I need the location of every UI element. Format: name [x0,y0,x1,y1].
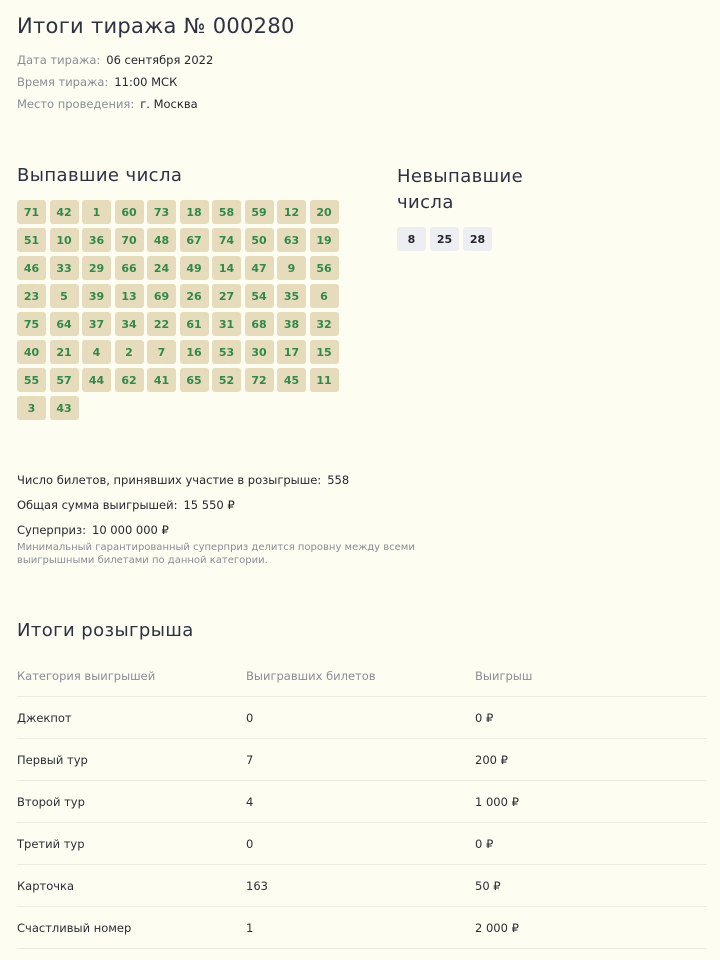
prize-cell: 0 ₽ [475,836,494,851]
drawn-number-ball: 9 [277,256,306,280]
superprize-label: Суперприз: [17,523,87,537]
draw-date-value: 06 сентября 2022 [106,53,214,67]
drawn-number-ball: 60 [115,200,144,224]
drawn-number-ball: 11 [310,368,339,392]
drawn-number-ball: 32 [310,312,339,336]
drawn-number-ball: 22 [147,312,176,336]
drawn-number-ball: 5 [50,284,79,308]
drawn-number-ball: 14 [212,256,241,280]
tickets-count-label: Число билетов, принявших участие в розыгрыше: [17,473,322,487]
drawn-number-ball: 59 [245,200,274,224]
draw-time-label: Время тиража: [17,75,109,89]
winning-tickets-cell: 1 [246,920,254,935]
drawn-number-ball: 65 [180,368,209,392]
drawn-number-ball: 23 [17,284,46,308]
drawn-number-ball: 18 [180,200,209,224]
winning-tickets-cell: 0 [246,836,254,851]
drawn-number-ball: 73 [147,200,176,224]
drawn-number-ball: 3 [17,396,46,420]
total-winnings [17,498,235,512]
drawn-number-ball: 16 [180,340,209,364]
drawn-number-ball: 29 [82,256,111,280]
drawn-number-ball: 70 [115,228,144,252]
prize-cell: 0 ₽ [475,710,494,725]
drawn-number-ball: 13 [115,284,144,308]
drawn-number-ball: 66 [115,256,144,280]
drawn-number-ball: 27 [212,284,241,308]
table-row [17,907,707,949]
drawn-number-ball: 41 [147,368,176,392]
not-drawn-number-ball: 28 [463,227,492,251]
drawn-number-ball: 38 [277,312,306,336]
not-drawn-number-ball: 25 [430,227,459,251]
drawn-number-ball: 30 [245,340,274,364]
drawn-number-ball: 42 [50,200,79,224]
drawn-number-ball: 21 [50,340,79,364]
results-title: Итоги розыгрыша [17,620,194,641]
drawn-number-ball: 74 [212,228,241,252]
not-drawn-numbers-grid [397,227,492,251]
drawn-number-ball: 24 [147,256,176,280]
page-title: Итоги тиража № 000280 [17,14,295,38]
draw-date [17,53,213,67]
drawn-number-ball: 63 [277,228,306,252]
drawn-number-ball: 31 [212,312,241,336]
prize-cell: 200 ₽ [475,752,508,767]
winning-tickets-cell: 4 [246,794,254,809]
drawn-number-ball: 43 [50,396,79,420]
drawn-number-ball: 62 [115,368,144,392]
drawn-number-ball: 55 [17,368,46,392]
drawn-number-ball: 2 [115,340,144,364]
category-cell: Второй тур [17,794,85,809]
drawn-number-ball: 35 [277,284,306,308]
drawn-number-ball: 7 [147,340,176,364]
drawn-number-ball: 57 [50,368,79,392]
drawn-number-ball: 46 [17,256,46,280]
drawn-number-ball: 56 [310,256,339,280]
drawn-numbers-grid [17,200,347,420]
tickets-count [17,473,349,487]
drawn-number-ball: 50 [245,228,274,252]
drawn-number-ball: 58 [212,200,241,224]
drawn-number-ball: 72 [245,368,274,392]
drawn-number-ball: 61 [180,312,209,336]
draw-place-label: Место проведения: [17,97,135,111]
not-drawn-number-ball: 8 [397,227,426,251]
drawn-number-ball: 67 [180,228,209,252]
prize-cell: 2 000 ₽ [475,920,519,935]
table-row [17,739,707,781]
category-cell: Джекпот [17,710,72,725]
superprize-value: 10 000 000 ₽ [92,523,169,537]
category-cell: Первый тур [17,752,88,767]
drawn-number-ball: 64 [50,312,79,336]
drawn-number-ball: 44 [82,368,111,392]
drawn-number-ball: 68 [245,312,274,336]
drawn-number-ball: 37 [82,312,111,336]
drawn-number-ball: 6 [310,284,339,308]
drawn-number-ball: 52 [212,368,241,392]
category-cell: Третий тур [17,836,85,851]
column-header-category: Категория выигрышей [17,668,156,683]
total-winnings-label: Общая сумма выигрышей: [17,498,178,512]
drawn-number-ball: 71 [17,200,46,224]
superprize [17,523,169,537]
prize-cell: 50 ₽ [475,878,501,893]
draw-time-value: 11:00 МСК [114,75,178,89]
prize-cell: 1 000 ₽ [475,794,519,809]
drawn-number-ball: 36 [82,228,111,252]
draw-date-label: Дата тиража: [17,53,101,67]
results-table-header [17,655,707,697]
drawn-number-ball: 47 [245,256,274,280]
winning-tickets-cell: 163 [246,878,268,893]
not-drawn-numbers-title: Невыпавшие числа [397,166,524,213]
table-row [17,823,707,865]
drawn-number-ball: 20 [310,200,339,224]
drawn-number-ball: 26 [180,284,209,308]
drawn-number-ball: 15 [310,340,339,364]
draw-place-value: г. Москва [140,97,198,111]
draw-time [17,75,177,89]
drawn-number-ball: 10 [50,228,79,252]
column-header-prize: Выигрыш [475,668,533,683]
tickets-count-value: 558 [327,473,350,487]
drawn-number-ball: 45 [277,368,306,392]
table-row [17,781,707,823]
winning-tickets-cell: 7 [246,752,254,767]
drawn-number-ball: 48 [147,228,176,252]
drawn-number-ball: 53 [212,340,241,364]
winning-tickets-cell: 0 [246,710,254,725]
drawn-number-ball: 19 [310,228,339,252]
drawn-numbers-title: Выпавшие числа [17,165,183,186]
drawn-number-ball: 49 [180,256,209,280]
drawn-number-ball: 54 [245,284,274,308]
drawn-number-ball: 51 [17,228,46,252]
category-cell: Счастливый номер [17,920,132,935]
total-winnings-value: 15 550 ₽ [183,498,235,512]
table-row [17,865,707,907]
category-cell: Карточка [17,878,75,893]
table-row [17,697,707,739]
drawn-number-ball: 17 [277,340,306,364]
drawn-number-ball: 1 [82,200,111,224]
drawn-number-ball: 4 [82,340,111,364]
results-table [17,655,707,949]
superprize-note: Минимальный гарантированный суперприз делится поровну между всеми выигрышными билетами по данной категории. [17,542,415,566]
drawn-number-ball: 69 [147,284,176,308]
drawn-number-ball: 39 [82,284,111,308]
drawn-number-ball: 33 [50,256,79,280]
drawn-number-ball: 75 [17,312,46,336]
drawn-number-ball: 34 [115,312,144,336]
drawn-number-ball: 40 [17,340,46,364]
column-header-winning-tickets: Выигравших билетов [246,668,376,683]
drawn-number-ball: 12 [277,200,306,224]
draw-place [17,97,198,111]
